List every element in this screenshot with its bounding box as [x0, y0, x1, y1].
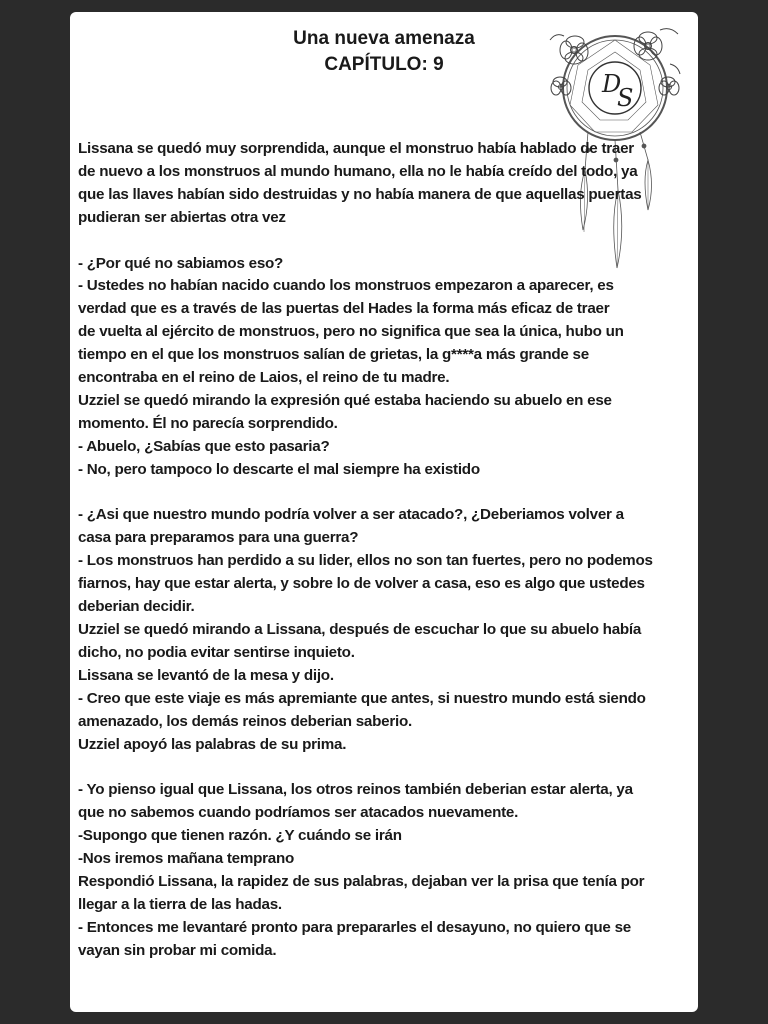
- text-line: dicho, no podia evitar sentirse inquieto.: [78, 643, 355, 661]
- text-line: - Ustedes no habían nacido cuando los monstruos empezaron a aparecer, es: [78, 277, 614, 295]
- text-line: casa para preparamos para una guerra?: [78, 529, 359, 547]
- text-line: - ¿Asi que nuestro mundo podría volver a ser atacado?, ¿Deberiamos volver a: [78, 506, 624, 524]
- chapter-label: CAPÍTULO: 9: [324, 54, 444, 75]
- text-line: -Supongo que tienen razón. ¿Y cuándo se irán: [78, 827, 402, 845]
- emblem-letter-s: S: [617, 84, 634, 112]
- text-line: Uzziel se quedó mirando la expresión qué estaba haciendo su abuelo en ese: [78, 391, 612, 409]
- text-line: de vuelta al ejército de monstruos, pero no significa que sea la única, hubo un: [78, 323, 624, 341]
- text-line: llegar a la tierra de las hadas.: [78, 895, 282, 913]
- text-line: encontraba en el reino de Laios, el reino de tu madre.: [78, 369, 450, 387]
- document-page[interactable]: [70, 12, 698, 1012]
- text-line: que no sabemos cuando podríamos ser atacados nuevamente.: [78, 804, 519, 822]
- text-line: - Entonces me levantaré pronto para prepararles el desayuno, no quiero que se: [78, 918, 631, 936]
- text-line: pudieran ser abiertas otra vez: [78, 208, 286, 226]
- text-line: Lissana se levantó de la mesa y dijo.: [78, 666, 334, 684]
- text-line: fiarnos, hay que estar alerta, y sobre lo de volver a casa, eso es algo que ustedes: [78, 575, 645, 593]
- paragraph: [78, 504, 690, 756]
- text-line: - Yo pienso igual que Lissana, los otros reinos también deberian estar alerta, ya: [78, 781, 633, 799]
- text-line: verdad que es a través de las puertas del Hades la forma más eficaz de traer: [78, 300, 610, 318]
- text-line: - Los monstruos han perdido a su lider, ellos no son tan fuertes, pero no podemos: [78, 552, 653, 570]
- text-line: - No, pero tampoco lo descarte el mal siempre ha existido: [78, 460, 480, 478]
- text-line: momento. Él no parecía sorprendido.: [78, 414, 338, 432]
- text-line: Uzziel se quedó mirando a Lissana, después de escuchar lo que su abuelo había: [78, 621, 642, 638]
- paragraph: [78, 779, 690, 962]
- page-title: Una nueva amenaza: [293, 28, 475, 49]
- text-line: - Abuelo, ¿Sabías que esto pasaria?: [78, 437, 330, 455]
- text-line: - Creo que este viaje es más apremiante que antes, si nuestro mundo está siendo: [78, 689, 646, 707]
- text-line: vayan sin probar mi comida.: [78, 941, 277, 959]
- text-line: Lissana se quedó muy sorprendida, aunque el monstruo había hablado de traer: [78, 140, 634, 157]
- text-line: -Nos iremos mañana temprano: [78, 850, 295, 868]
- text-line: de nuevo a los monstruos al mundo humano, ella no le había creído del todo, ya: [78, 162, 638, 180]
- text-line: que las llaves habían sido destruidas y no había manera de que aquellas puertas: [78, 185, 642, 203]
- text-line: amenazado, los demás reinos deberian saberio.: [78, 712, 412, 730]
- chapter-body: [78, 138, 690, 985]
- text-line: tiempo en el que los monstruos salían de grietas, la g****a más grande se: [78, 346, 589, 364]
- text-line: deberian decidir.: [78, 598, 195, 616]
- paragraph: [78, 138, 690, 230]
- paragraph: [78, 253, 690, 482]
- text-line: - ¿Por qué no sabiamos eso?: [78, 254, 284, 272]
- text-line: Uzziel apoyó las palabras de su prima.: [78, 735, 347, 753]
- emblem-letter-d: D: [602, 70, 622, 98]
- text-line: Respondió Lissana, la rapidez de sus palabras, dejaban ver la prisa que tenía por: [78, 872, 645, 890]
